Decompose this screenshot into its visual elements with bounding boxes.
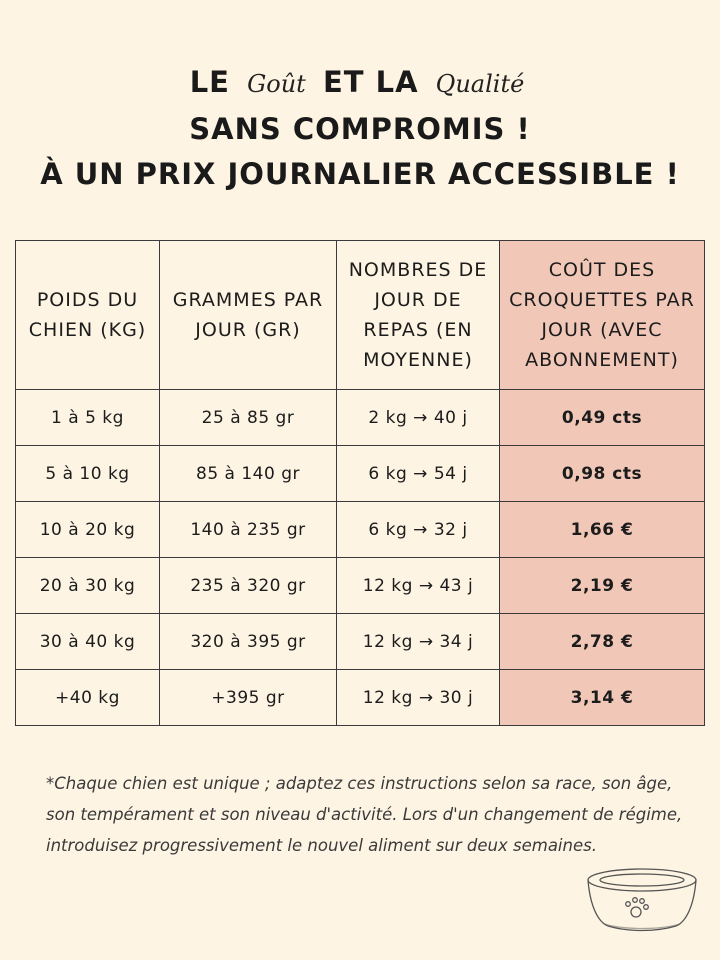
cell-cout: 1,66 € xyxy=(500,502,705,558)
cell-grammes: 140 à 235 gr xyxy=(160,502,337,558)
cell-cout: 0,98 cts xyxy=(500,446,705,502)
cell-poids: 1 à 5 kg xyxy=(16,390,160,446)
footnote: *Chaque chien est unique ; adaptez ces instructions selon sa race, son âge, son tempérament et son niveau d'activité. Lors d'un changement de régime, introduisez progressivement le nouvel aliment sur deux semaines. xyxy=(46,774,683,855)
header-cout: COÛT DES CROQUETTES PAR JOUR (AVEC ABONNEMENT) xyxy=(500,241,705,390)
cell-cout: 2,19 € xyxy=(500,558,705,614)
cell-poids: 5 à 10 kg xyxy=(16,446,160,502)
heading-line-2: SANS COMPROMIS ! xyxy=(189,112,531,146)
cell-jours: 6 kg → 54 j xyxy=(337,446,500,502)
heading-line-1 xyxy=(0,60,720,107)
cell-grammes: 25 à 85 gr xyxy=(160,390,337,446)
feeding-table xyxy=(15,240,705,726)
heading-script-qualite: Qualité xyxy=(435,70,525,98)
cell-jours: 6 kg → 32 j xyxy=(337,502,500,558)
dog-bowl-paw-icon xyxy=(578,866,708,936)
cell-jours: 12 kg → 30 j xyxy=(337,670,500,726)
cell-jours: 12 kg → 34 j xyxy=(337,614,500,670)
cell-jours: 2 kg → 40 j xyxy=(337,390,500,446)
cell-cout: 2,78 € xyxy=(500,614,705,670)
cell-grammes: 85 à 140 gr xyxy=(160,446,337,502)
cell-cout: 3,14 € xyxy=(500,670,705,726)
cell-jours: 12 kg → 43 j xyxy=(337,558,500,614)
cell-grammes: 235 à 320 gr xyxy=(160,558,337,614)
cell-poids: 10 à 20 kg xyxy=(16,502,160,558)
table-row xyxy=(16,614,705,670)
page-heading xyxy=(0,60,720,197)
cell-poids: 30 à 40 kg xyxy=(16,614,160,670)
cell-grammes: +395 gr xyxy=(160,670,337,726)
table-row xyxy=(16,446,705,502)
header-grammes: GRAMMES PAR JOUR (GR) xyxy=(160,241,337,390)
header-poids: POIDS DU CHIEN (KG) xyxy=(16,241,160,390)
cell-grammes: 320 à 395 gr xyxy=(160,614,337,670)
cell-poids: +40 kg xyxy=(16,670,160,726)
table-header-row xyxy=(16,241,705,390)
heading-line-3: À UN PRIX JOURNALIER ACCESSIBLE ! xyxy=(40,157,680,191)
heading-script-gout: Goût xyxy=(247,70,306,98)
table-row xyxy=(16,558,705,614)
cell-poids: 20 à 30 kg xyxy=(16,558,160,614)
table-row xyxy=(16,390,705,446)
header-jours: NOMBRES DE JOUR DE REPAS (EN MOYENNE) xyxy=(337,241,500,390)
cell-cout: 0,49 cts xyxy=(500,390,705,446)
table-row xyxy=(16,670,705,726)
heading-word-le: LE xyxy=(189,65,230,99)
table-row xyxy=(16,502,705,558)
heading-word-et-la: ET LA xyxy=(322,65,419,99)
